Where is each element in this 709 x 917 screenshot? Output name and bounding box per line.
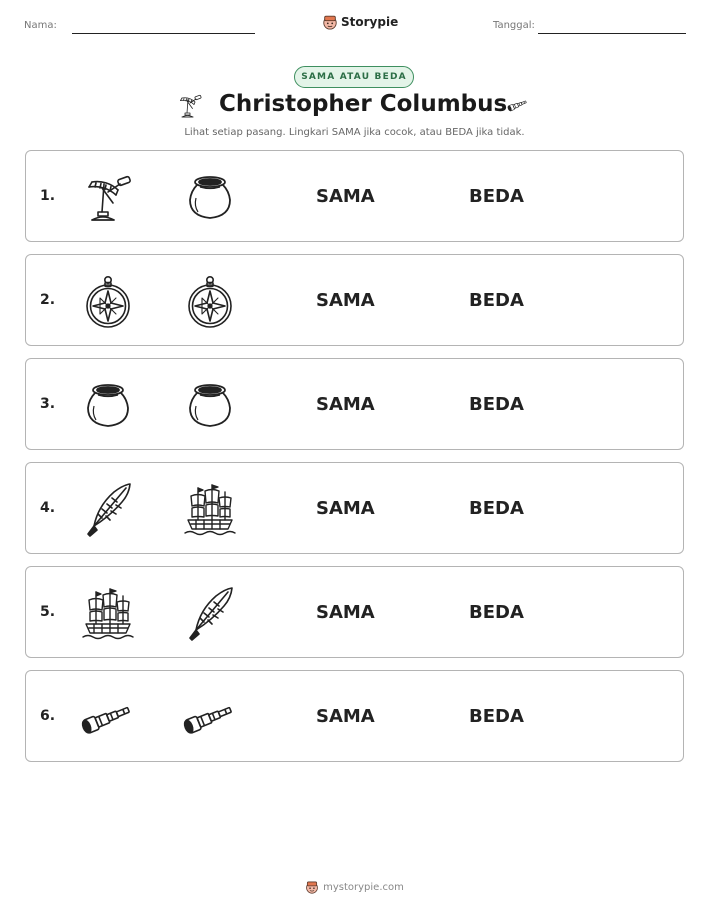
quill-icon [80, 482, 136, 538]
sextant-icon [176, 91, 204, 121]
different-option[interactable]: BEDA [469, 186, 524, 207]
different-option[interactable]: BEDA [469, 706, 524, 727]
compass-icon [80, 274, 136, 330]
quill-icon [182, 586, 238, 642]
question-row [25, 150, 684, 242]
question-number: 1. [40, 188, 56, 204]
ship-icon [182, 482, 238, 538]
storypie-mascot-icon [305, 880, 319, 894]
pot-icon [182, 170, 238, 226]
brand-name: Storypie [341, 15, 399, 29]
ship-icon [80, 586, 136, 642]
question-row [25, 566, 684, 658]
brand-logo [322, 14, 398, 30]
question-row [25, 670, 684, 762]
question-number: 2. [40, 292, 56, 308]
pot-icon [182, 378, 238, 434]
worksheet-type-badge: SAMA ATAU BEDA [294, 66, 414, 88]
page-title: Christopher Columbus [219, 91, 508, 117]
question-number: 3. [40, 396, 56, 412]
spyglass-icon [503, 94, 533, 116]
same-option[interactable]: SAMA [316, 186, 375, 207]
same-option[interactable]: SAMA [316, 290, 375, 311]
same-option[interactable]: SAMA [316, 394, 375, 415]
name-field[interactable] [72, 33, 255, 34]
spyglass-icon [80, 690, 136, 746]
question-number: 5. [40, 604, 56, 620]
question-row [25, 254, 684, 346]
same-option[interactable]: SAMA [316, 602, 375, 623]
header-bar [0, 14, 709, 38]
date-field[interactable] [538, 33, 686, 34]
question-number: 6. [40, 708, 56, 724]
different-option[interactable]: BEDA [469, 394, 524, 415]
different-option[interactable]: BEDA [469, 602, 524, 623]
compass-icon [182, 274, 238, 330]
spyglass-icon [182, 690, 238, 746]
question-row [25, 358, 684, 450]
question-number: 4. [40, 500, 56, 516]
same-option[interactable]: SAMA [316, 706, 375, 727]
pot-icon [80, 378, 136, 434]
sextant-icon [80, 170, 136, 226]
storypie-mascot-icon [322, 14, 338, 30]
footer [0, 880, 709, 894]
name-label: Nama: [24, 20, 57, 31]
footer-site: mystorypie.com [323, 881, 404, 893]
different-option[interactable]: BEDA [469, 498, 524, 519]
instructions-text: Lihat setiap pasang. Lingkari SAMA jika cocok, atau BEDA jika tidak. [184, 127, 525, 138]
different-option[interactable]: BEDA [469, 290, 524, 311]
date-label: Tanggal: [493, 20, 535, 31]
question-row [25, 462, 684, 554]
same-option[interactable]: SAMA [316, 498, 375, 519]
